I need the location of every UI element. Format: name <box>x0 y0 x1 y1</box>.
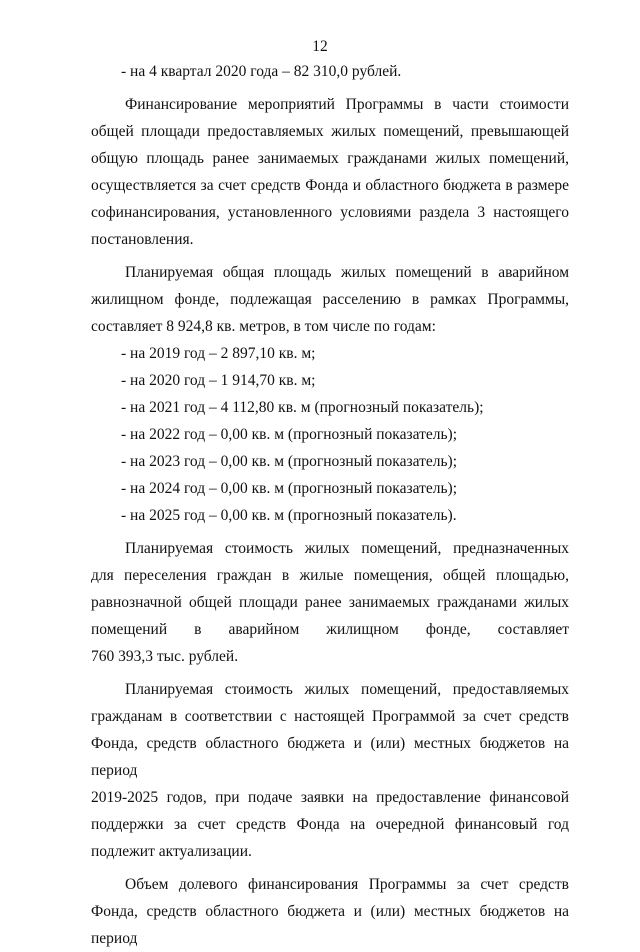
paragraph-planned-area <box>91 259 569 340</box>
list-item: - на 2021 год – 4 112,80 кв. м (прогнозный показатель); <box>121 399 484 416</box>
list-item: - на 2022 год – 0,00 кв. м (прогнозный показатель); <box>121 426 458 443</box>
list-item: - на 2020 год – 1 914,70 кв. м; <box>121 372 316 389</box>
paragraph-line: 760 393,3 тыс. рублей. <box>91 648 239 665</box>
paragraph-line: жилищном фонде, подлежащая расселению в рамках Программы, <box>91 291 569 308</box>
paragraph-financing <box>91 91 569 253</box>
paragraph-planned-cost <box>91 535 569 670</box>
list-item: - на 2024 год – 0,00 кв. м (прогнозный показатель); <box>121 480 458 497</box>
paragraph-line: гражданам в соответствии с настоящей Программой за счет средств <box>91 708 569 725</box>
paragraph-line: софинансирования, установленного условиями раздела 3 настоящего <box>91 204 569 221</box>
paragraph-cost-update <box>91 676 569 865</box>
paragraph-line: общей площади предоставляемых жилых помещений, превышающей <box>91 123 569 140</box>
paragraph-line: Фонда, средств областного бюджета и (или) местных бюджетов на период <box>91 735 569 779</box>
paragraph-line: Объем долевого финансирования Программы за счет средств <box>125 876 569 893</box>
list-item: - на 2025 год – 0,00 кв. м (прогнозный показатель). <box>121 507 457 524</box>
years-list <box>91 340 569 529</box>
paragraph-line: подлежит актуализации. <box>91 843 252 860</box>
paragraph-line: постановления. <box>91 231 194 248</box>
paragraph-line: осуществляется за счет средств Фонда и областного бюджета в размере <box>91 177 569 194</box>
document-body <box>91 58 569 952</box>
paragraph-line: Планируемая стоимость жилых помещений, предоставляемых <box>125 681 569 698</box>
paragraph-line: Планируемая стоимость жилых помещений, предназначенных <box>125 540 569 557</box>
paragraph-line: 2019-2025 годов, при подаче заявки на предоставление финансовой <box>91 789 569 806</box>
paragraph-line: общую площадь ранее занимаемых гражданами жилых помещений, <box>91 150 569 167</box>
quarter-line: - на 4 квартал 2020 года – 82 310,0 рублей. <box>121 63 402 80</box>
list-item: - на 2019 год – 2 897,10 кв. м; <box>121 345 316 362</box>
page-number: 12 <box>312 38 328 55</box>
paragraph-line: равнозначной общей площади ранее занимаемых гражданами жилых <box>91 594 569 611</box>
list-item: - на 2023 год – 0,00 кв. м (прогнозный показатель); <box>121 453 458 470</box>
paragraph-line: Финансирование мероприятий Программы в части стоимости <box>125 96 569 113</box>
paragraph-line: помещений в аварийном жилищном фонде, составляет <box>91 621 569 638</box>
paragraph-line: составляет 8 924,8 кв. метров, в том числе по годам: <box>91 318 436 335</box>
paragraph-line: Планируемая общая площадь жилых помещений в аварийном <box>125 264 569 281</box>
paragraph-line: Фонда, средств областного бюджета и (или) местных бюджетов на период <box>91 903 569 947</box>
paragraph-line: для переселения граждан в жилые помещения, общей площадью, <box>91 567 569 584</box>
paragraph-line: поддержки за счет средств Фонда на очередной финансовый год <box>91 816 569 833</box>
paragraph-share-financing <box>91 871 569 952</box>
